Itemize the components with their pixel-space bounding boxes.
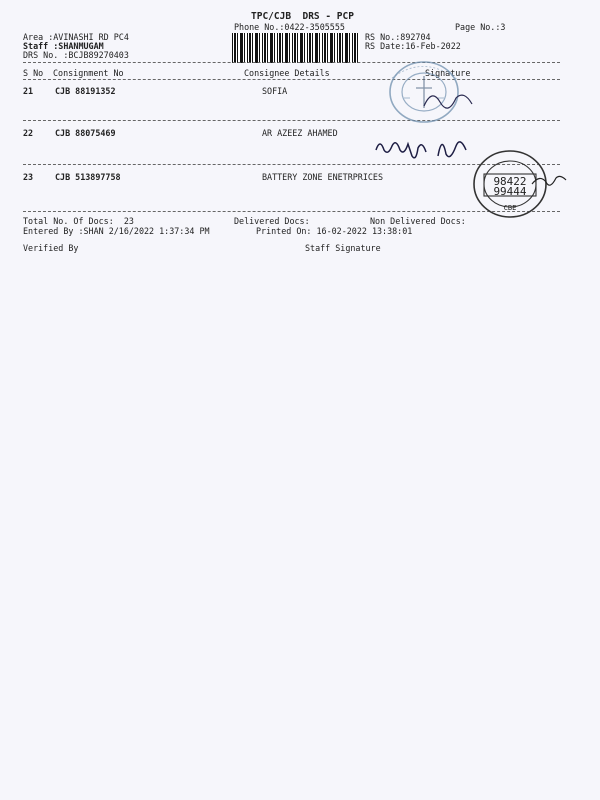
printed-on: Printed On: 16-02-2022 13:38:01 bbox=[256, 226, 413, 236]
row-consignment-no: CJB 88075469 bbox=[55, 128, 116, 138]
row-consignment-no: CJB 513897758 bbox=[55, 172, 121, 182]
stamp-signature-scribble bbox=[530, 172, 570, 194]
handwritten-signature bbox=[372, 126, 472, 168]
row-sno: 23 bbox=[23, 172, 34, 182]
divider bbox=[23, 79, 560, 80]
column-header-sno: S No bbox=[23, 68, 44, 78]
barcode-image bbox=[232, 33, 360, 63]
row-consignment-no: CJB 88191352 bbox=[55, 86, 116, 96]
verified-by: Verified By bbox=[23, 243, 79, 253]
signature-scribble bbox=[420, 84, 480, 114]
page-number: Page No.:3 bbox=[455, 22, 506, 32]
total-docs: Total No. Of Docs: 23 bbox=[23, 216, 134, 226]
row-consignee: AR AZEEZ AHAMED bbox=[262, 128, 338, 138]
delivered-docs: Delivered Docs: bbox=[234, 216, 310, 226]
staff-label: Staff :SHANMUGAM bbox=[23, 41, 104, 51]
rs-number: RS No.:892704 bbox=[365, 32, 431, 42]
entered-by: Entered By :SHAN 2/16/2022 1:37:34 PM bbox=[23, 226, 210, 236]
row-divider bbox=[23, 120, 560, 121]
row-consignee: BATTERY ZONE ENETRPRICES bbox=[262, 172, 384, 182]
divider bbox=[23, 62, 560, 63]
stamp-text-1: 98422 bbox=[493, 175, 527, 188]
phone-number: Phone No.:0422-3505555 bbox=[234, 22, 345, 32]
stamp-text-3: CBE bbox=[503, 204, 517, 212]
column-header-signature: Signature bbox=[425, 68, 471, 78]
column-header-consignment: Consignment No bbox=[53, 68, 124, 78]
column-header-consignee: Consignee Details bbox=[244, 68, 330, 78]
row-sno: 21 bbox=[23, 86, 34, 96]
row-consignee: SOFIA bbox=[262, 86, 288, 96]
area-label: Area :AVINASHI RD PC4 bbox=[23, 32, 129, 42]
non-delivered-docs: Non Delivered Docs: bbox=[370, 216, 466, 226]
drs-number: DRS No. :BCJB89270403 bbox=[23, 50, 129, 60]
stamp-text-2: 99444 bbox=[493, 185, 527, 198]
staff-signature-label: Staff Signature bbox=[305, 243, 381, 253]
row-sno: 22 bbox=[23, 128, 34, 138]
document-title: TPC/CJB DRS - PCP bbox=[251, 11, 354, 22]
rs-date: RS Date:16-Feb-2022 bbox=[365, 41, 461, 51]
